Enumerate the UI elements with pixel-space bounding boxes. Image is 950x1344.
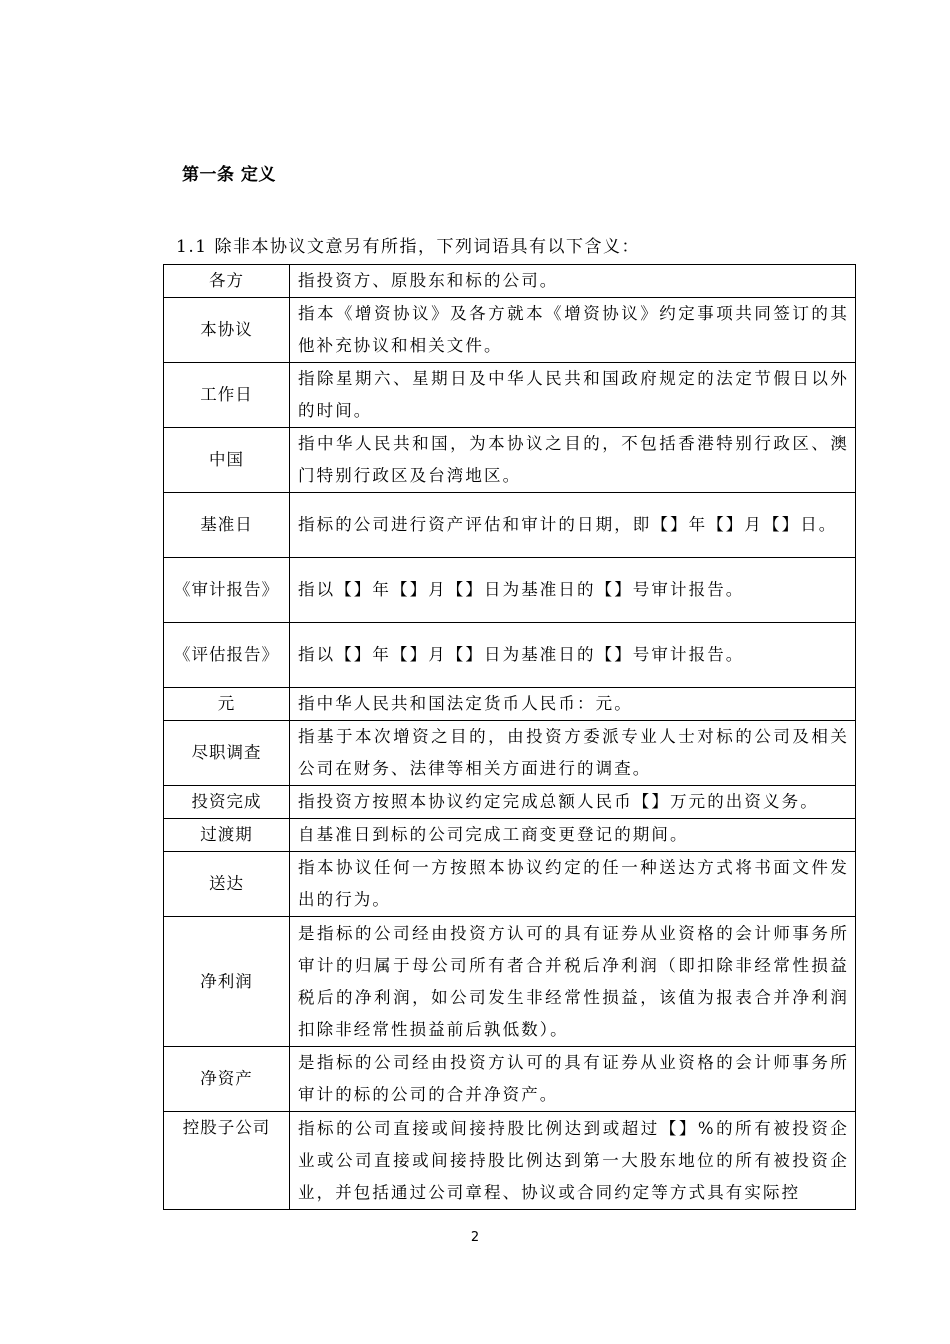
table-row: [164, 852, 856, 917]
definition-cell: 指投资方、原股东和标的公司。: [290, 265, 856, 298]
term-cell: 送达: [164, 852, 290, 917]
definition-cell: 指投资方按照本协议约定完成总额人民币【】万元的出资义务。: [290, 786, 856, 819]
table-row: [164, 1047, 856, 1112]
term-cell: 尽职调查: [164, 721, 290, 786]
definition-cell: 指基于本次增资之目的，由投资方委派专业人士对标的公司及相关公司在财务、法律等相关方面进行的调查。: [290, 721, 856, 786]
term-cell: 各方: [164, 265, 290, 298]
table-row: [164, 1112, 856, 1210]
table-row: [164, 265, 856, 298]
definition-cell: 指除星期六、星期日及中华人民共和国政府规定的法定节假日以外的时间。: [290, 363, 856, 428]
table-row: [164, 688, 856, 721]
table-row: [164, 428, 856, 493]
definition-cell: 是指标的公司经由投资方认可的具有证券从业资格的会计师事务所审计的归属于母公司所有者合并税后净利润（即扣除非经常性损益税后的净利润，如公司发生非经常性损益，该值为报表合并净利润扣除非经常性损益前后孰低数）。: [290, 917, 856, 1047]
term-cell: 《审计报告》: [164, 558, 290, 623]
term-cell: 本协议: [164, 298, 290, 363]
term-cell: 净利润: [164, 917, 290, 1047]
term-cell: 过渡期: [164, 819, 290, 852]
definition-cell: 指本协议任何一方按照本协议约定的任一种送达方式将书面文件发出的行为。: [290, 852, 856, 917]
table-row: [164, 917, 856, 1047]
term-cell: 基准日: [164, 493, 290, 558]
definition-cell: 是指标的公司经由投资方认可的具有证券从业资格的会计师事务所审计的标的公司的合并净资产。: [290, 1047, 856, 1112]
definition-cell: 指标的公司直接或间接持股比例达到或超过【】%的所有被投资企业或公司直接或间接持股比例达到第一大股东地位的所有被投资企业，并包括通过公司章程、协议或合同约定等方式具有实际控: [290, 1112, 856, 1210]
term-cell: 投资完成: [164, 786, 290, 819]
term-cell: 工作日: [164, 363, 290, 428]
page-number: 2: [470, 1230, 480, 1245]
definition-cell: 指以【】年【】月【】日为基准日的【】号审计报告。: [290, 623, 856, 688]
definition-cell: 指标的公司进行资产评估和审计的日期，即【】年【】月【】日。: [290, 493, 856, 558]
term-cell: 《评估报告》: [164, 623, 290, 688]
table-row: [164, 493, 856, 558]
intro-paragraph: 1.1 除非本协议文意另有所指，下列词语具有以下含义：: [176, 237, 640, 257]
term-cell: 元: [164, 688, 290, 721]
term-cell: 净资产: [164, 1047, 290, 1112]
definition-cell: 指以【】年【】月【】日为基准日的【】号审计报告。: [290, 558, 856, 623]
table-row: [164, 298, 856, 363]
definitions-table: [163, 264, 856, 1210]
definition-cell: 指中华人民共和国，为本协议之目的，不包括香港特别行政区、澳门特别行政区及台湾地区。: [290, 428, 856, 493]
definition-cell: 指中华人民共和国法定货币人民币：元。: [290, 688, 856, 721]
table-row: [164, 623, 856, 688]
definition-cell: 指本《增资协议》及各方就本《增资协议》约定事项共同签订的其他补充协议和相关文件。: [290, 298, 856, 363]
term-cell: 控股子公司: [164, 1112, 290, 1210]
term-cell: 中国: [164, 428, 290, 493]
definition-cell: 自基准日到标的公司完成工商变更登记的期间。: [290, 819, 856, 852]
table-row: [164, 721, 856, 786]
table-row: [164, 558, 856, 623]
table-row: [164, 786, 856, 819]
table-row: [164, 363, 856, 428]
table-row: [164, 819, 856, 852]
section-heading: 第一条 定义: [182, 165, 276, 185]
